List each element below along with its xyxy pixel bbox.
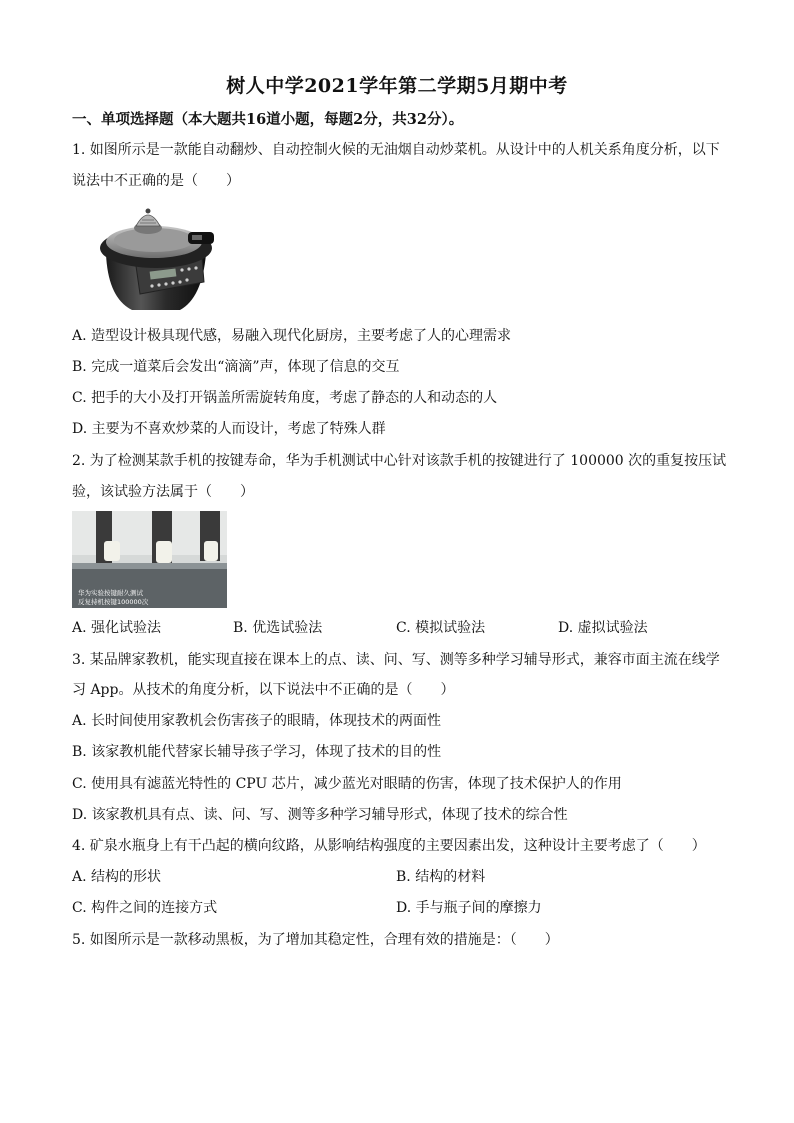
- q3-stem-line1: 3. 某品牌家教机，能实现直接在课本上的点、读、问、写、测等多种学习辅导形式，兼容市面主流在线学: [72, 652, 720, 668]
- cooking-machine-image: [92, 198, 218, 318]
- q3-option-c[interactable]: C. 使用具有滤蓝光特性的 CPU 芯片，减少蓝光对眼睛的伤害，体现了技术保护人的作用: [72, 776, 622, 792]
- q1-option-a[interactable]: A. 造型设计极具现代感，易融入现代化厨房，主要考虑了人的心理需求: [72, 328, 512, 344]
- image-caption-line2: 反复持机按键100000次: [78, 598, 149, 606]
- q5-stem: 5. 如图所示是一款移动黑板，为了增加其稳定性，合理有效的措施是：（ ）: [72, 932, 559, 948]
- q3-option-b[interactable]: B. 该家教机能代替家长辅导孩子学习，体现了技术的目的性: [72, 744, 442, 760]
- q4-stem: 4. 矿泉水瓶身上有干凸起的横向纹路，从影响结构强度的主要因素出发，这种设计主要考虑了（ ）: [72, 838, 706, 854]
- section-heading: 一、单项选择题（本大题共16道小题，每题2分，共32分）。: [72, 111, 464, 128]
- q2-option-d[interactable]: D. 虚拟试验法: [558, 620, 648, 636]
- button-test-image: [72, 511, 227, 608]
- q1-option-c[interactable]: C. 把手的大小及打开锅盖所需旋转角度，考虑了静态的人和动态的人: [72, 390, 498, 406]
- q4-option-a[interactable]: A. 结构的形状: [72, 869, 162, 885]
- q2-option-a[interactable]: A. 强化试验法: [72, 620, 162, 636]
- q2-option-b[interactable]: B. 优选试验法: [233, 620, 323, 636]
- q2-option-c[interactable]: C. 模拟试验法: [396, 620, 486, 636]
- q4-option-d[interactable]: D. 手与瓶子间的摩擦力: [396, 900, 542, 916]
- image-caption-line1: 华为实验按键耐久测试: [78, 589, 143, 597]
- q4-option-c[interactable]: C. 构件之间的连接方式: [72, 900, 218, 916]
- q1-stem-line2: 说法中不正确的是（ ）: [72, 173, 240, 189]
- q3-option-d[interactable]: D. 该家教机具有点、读、问、写、测等多种学习辅导形式，体现了技术的综合性: [72, 807, 568, 823]
- page-title: 树人中学2021学年第二学期5月期中考: [226, 75, 568, 97]
- q2-stem-line1: 2. 为了检测某款手机的按键寿命，华为手机测试中心针对该款手机的按键进行了 100000 次的重复按压试: [72, 453, 727, 469]
- q3-stem-line2: 习 App。从技术的角度分析，以下说法中不正确的是（ ）: [72, 682, 455, 698]
- q1-option-d[interactable]: D. 主要为不喜欢炒菜的人而设计，考虑了特殊人群: [72, 421, 386, 437]
- q2-stem-line2: 验，该试验方法属于（ ）: [72, 484, 254, 500]
- q4-option-b[interactable]: B. 结构的材料: [396, 869, 486, 885]
- q3-option-a[interactable]: A. 长时间使用家教机会伤害孩子的眼睛，体现技术的两面性: [72, 713, 442, 729]
- q1-stem-line1: 1. 如图所示是一款能自动翻炒、自动控制火候的无油烟自动炒菜机。从设计中的人机关系角度分析，以下: [72, 142, 720, 158]
- q1-option-b[interactable]: B. 完成一道菜后会发出“滴滴”声，体现了信息的交互: [72, 359, 400, 375]
